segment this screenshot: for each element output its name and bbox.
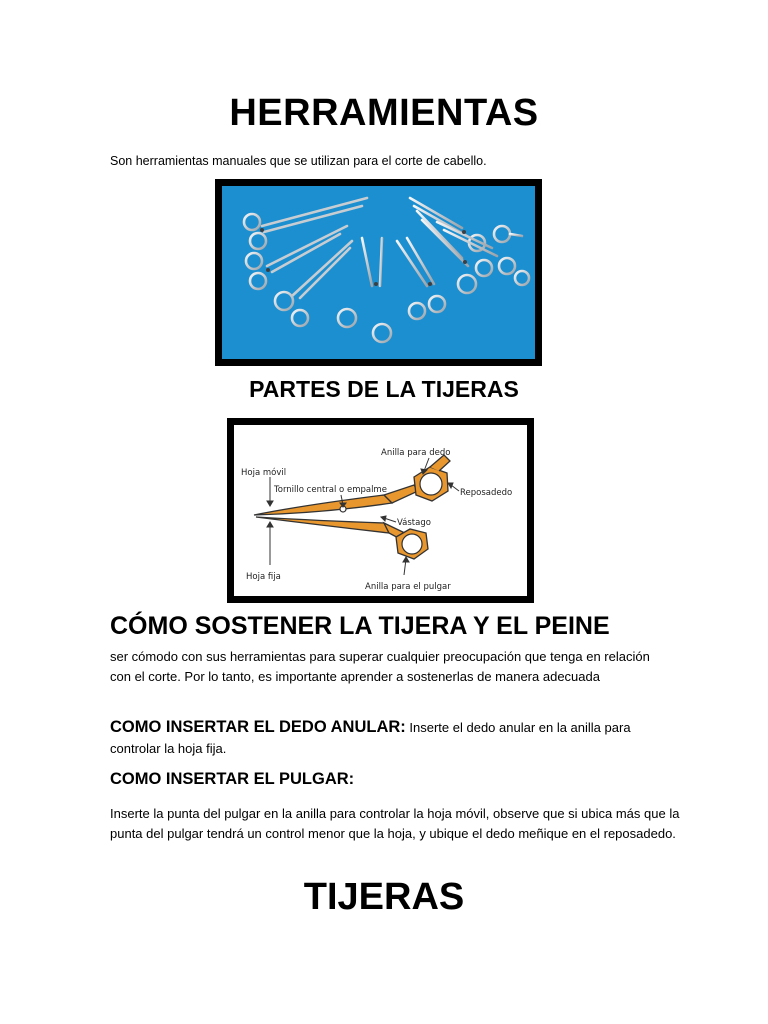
heading-partes: PARTES DE LA TIJERAS [249,376,519,402]
scissors-diagram-frame [227,418,534,603]
scissors-photo [222,186,535,359]
label-reposadedo: Reposadedo [460,488,513,498]
scissors-parts-diagram [234,425,527,596]
label-hoja-fija: Hoja fija [246,572,281,582]
ring-finger-text: Inserte el dedo anular en la anilla para controlar la hoja fija. [110,720,631,756]
ring-finger-heading: COMO INSERTAR EL DEDO ANULAR: [110,718,406,736]
label-anilla-dedo: Anilla para dedo [381,448,451,458]
thumb-paragraph: Inserte la punta del pulgar en la anilla para controlar la hoja móvil, observe que si ubica más que la punta del pulgar tendrá un control menor que la hoja, y ubique el dedo meñique en el reposadedo. [110,806,680,841]
scissors-photo-frame [215,179,542,366]
label-anilla-pulgar: Anilla para el pulgar [365,582,451,592]
label-tornillo: Tornillo central o empalme [274,485,387,495]
scissors-diagram [234,425,527,596]
thumb-heading: COMO INSERTAR EL PULGAR: [110,770,355,788]
heading-como-sostener: CÓMO SOSTENER LA TIJERA Y EL PEINE [110,612,610,640]
hold-paragraph: ser cómodo con sus herramientas para superar cualquier preocupación que tenga en relación con el corte. Por lo tanto, es importante aprender a sostenerlas de manera adecuada [110,649,650,684]
ring-finger-section [110,717,670,759]
heading-tijeras: TIJERAS [303,876,465,918]
label-vastago: Vástago [397,518,431,528]
heading-herramientas: HERRAMIENTAS [229,92,539,134]
label-hoja-movil: Hoja móvil [241,468,287,478]
scissors-collection-image [222,186,535,359]
intro-paragraph: Son herramientas manuales que se utilizan para el corte de cabello. [110,154,487,168]
